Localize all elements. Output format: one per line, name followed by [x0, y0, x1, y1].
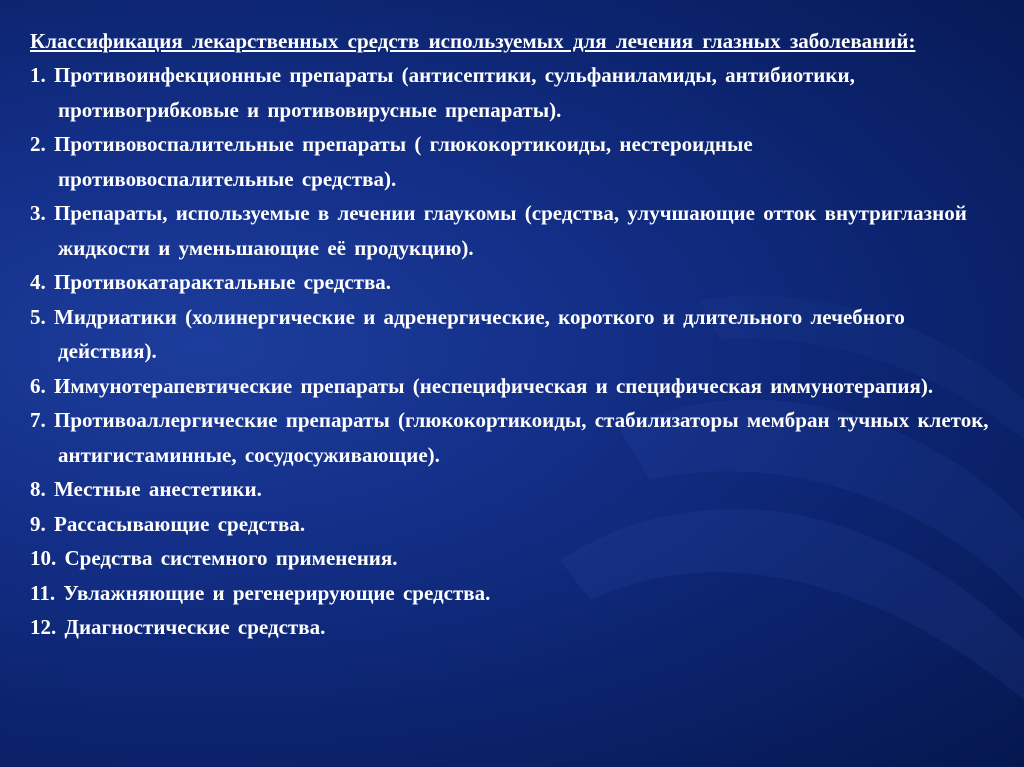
item-text: Рассасывающие средства.: [54, 511, 306, 536]
item-number: 4.: [30, 270, 46, 294]
item-number: 9.: [30, 511, 46, 536]
item-text: Мидриатики (холинергические и адренергические, короткого и длительного лечебного действия).: [54, 304, 905, 363]
list-item: [30, 472, 996, 507]
list-item: [30, 300, 996, 369]
list-item: [30, 576, 996, 611]
item-number: 11.: [30, 580, 56, 605]
item-number: 10.: [30, 546, 57, 570]
item-text: Диагностические средства.: [64, 615, 326, 639]
item-number: 2.: [30, 132, 46, 156]
item-text: Увлажняющие и регенерирующие средства.: [63, 580, 491, 605]
list-item: [30, 369, 996, 404]
item-number: 6.: [30, 373, 46, 398]
item-text: Противоаллергические препараты (глюкокортикоиды, стабилизаторы мембран тучных клеток, антигистаминные, сосудосуживающие).: [54, 408, 989, 467]
list-item: [30, 610, 996, 645]
item-number: 8.: [30, 477, 46, 501]
item-text: Противокатарактальные средства.: [54, 270, 392, 294]
list-item: [30, 507, 996, 542]
slide-content: [30, 24, 996, 645]
item-number: 12.: [30, 615, 57, 639]
list-item: [30, 541, 996, 576]
item-text: Местные анестетики.: [54, 477, 262, 501]
item-number: 1.: [30, 63, 46, 87]
item-number: 7.: [30, 408, 46, 432]
item-text: Противовоспалительные препараты ( глюкокортикоиды, нестероидные противовоспалительные средства).: [54, 132, 753, 191]
list-item: [30, 265, 996, 300]
classification-list: [30, 58, 996, 645]
item-number: 3.: [30, 201, 46, 225]
item-text: Иммунотерапевтические препараты (неспецифическая и специфическая иммунотерапия).: [54, 373, 934, 398]
item-number: 5.: [30, 304, 46, 329]
list-item: [30, 196, 996, 265]
list-item: [30, 403, 996, 472]
item-text: Средства системного применения.: [64, 546, 398, 570]
list-item: [30, 127, 996, 196]
item-text: Противоинфекционные препараты (антисептики, сульфаниламиды, антибиотики, противогрибковые и противовирусные препараты).: [54, 63, 855, 122]
item-text: Препараты, используемые в лечении глаукомы (средства, улучшающие отток внутриглазной жидкости и уменьшающие её продукцию).: [54, 201, 967, 260]
list-item: [30, 58, 996, 127]
slide-title: Классификация лекарственных средств используемых для лечения глазных заболеваний:: [30, 29, 916, 53]
